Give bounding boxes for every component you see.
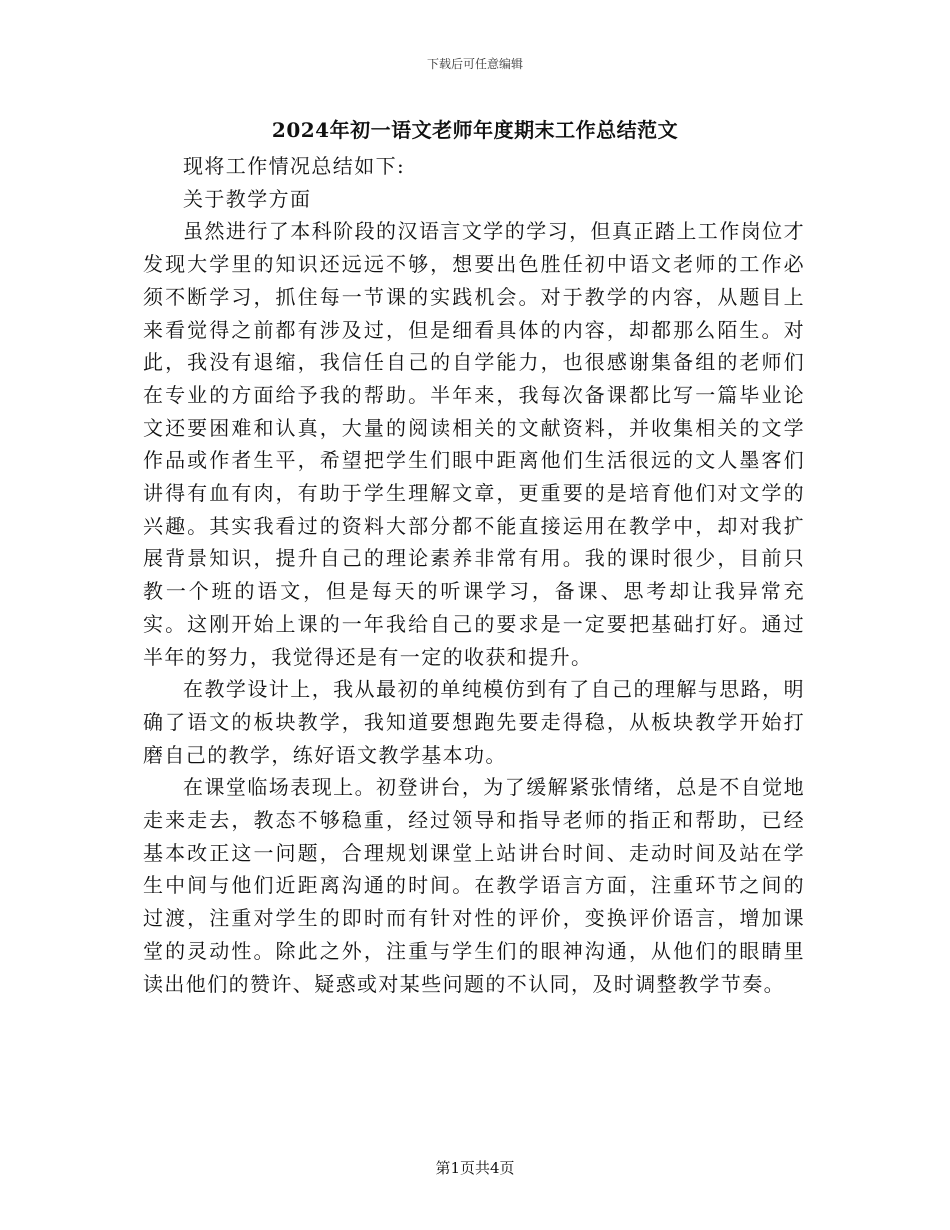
paragraph-intro: 现将工作情况总结如下: [183, 154, 406, 178]
document-title: 2024年初一语文老师年度期末工作总结范文 [271, 118, 679, 142]
page-number-footer: 第1页共4页 [435, 1159, 515, 1177]
page-header-note: 下载后可任意编辑 [426, 57, 523, 71]
paragraph-teaching-design: 在教学设计上，我从最初的单纯模仿到有了自己的理解与思路，明确了语文的板块教学，我知道要想跑先要走得稳，从板块教学开始打磨自己的教学，练好语文教学基本功。 [143, 677, 805, 767]
paragraph-learning: 虽然进行了本科阶段的汉语言文学的学习，但真正踏上工作岗位才发现大学里的知识还远远不够，想要出色胜任初中语文老师的工作必须不断学习，抓住每一节课的实践机会。对于教学的内容，从题目上来看觉得之前都有涉及过，但是细看具体的内容，却都那么陌生。对此，我没有退缩，我信任自己的自学能力，也很感谢集备组的老师们在专业的方面给予我的帮助。半年来，我每次备课都比写一篇毕业论文还要困难和认真，大量的阅读相关的文献资料，并收集相关的文学作品或作者生平，希望把学生们眼中距离他们生活很远的文人墨客们讲得有血有肉，有助于学生理解文章，更重要的是培育他们对文学的兴趣。其实我看过的资料大部分都不能直接运用在教学中，却对我扩展背景知识，提升自己的理论素养非常有用。我的课时很少，目前只教一个班的语文，但是每天的听课学习，备课、思考却让我异常充实。这刚开始上课的一年我给自己的要求是一定要把基础打好。通过半年的努力，我觉得还是有一定的收获和提升。 [143, 219, 805, 669]
document-body [143, 150, 805, 1000]
section-heading-teaching: 关于教学方面 [183, 186, 312, 211]
paragraph-classroom-performance: 在课堂临场表现上。初登讲台，为了缓解紧张情绪，总是不自觉地走来走去，教态不够稳重，经过领导和指导老师的指正和帮助，已经基本改正这一问题，合理规划课堂上站讲台时间、走动时间及站在学生中间与他们近距离沟通的时间。在教学语言方面，注重环节之间的过渡，注重对学生的即时而有针对性的评价，变换评价语言，增加课堂的灵动性。除此之外，注重与学生们的眼神沟通，从他们的眼睛里读出他们的赞许、疑惑或对某些问题的不认同，及时调整教学节奏。 [143, 775, 805, 996]
